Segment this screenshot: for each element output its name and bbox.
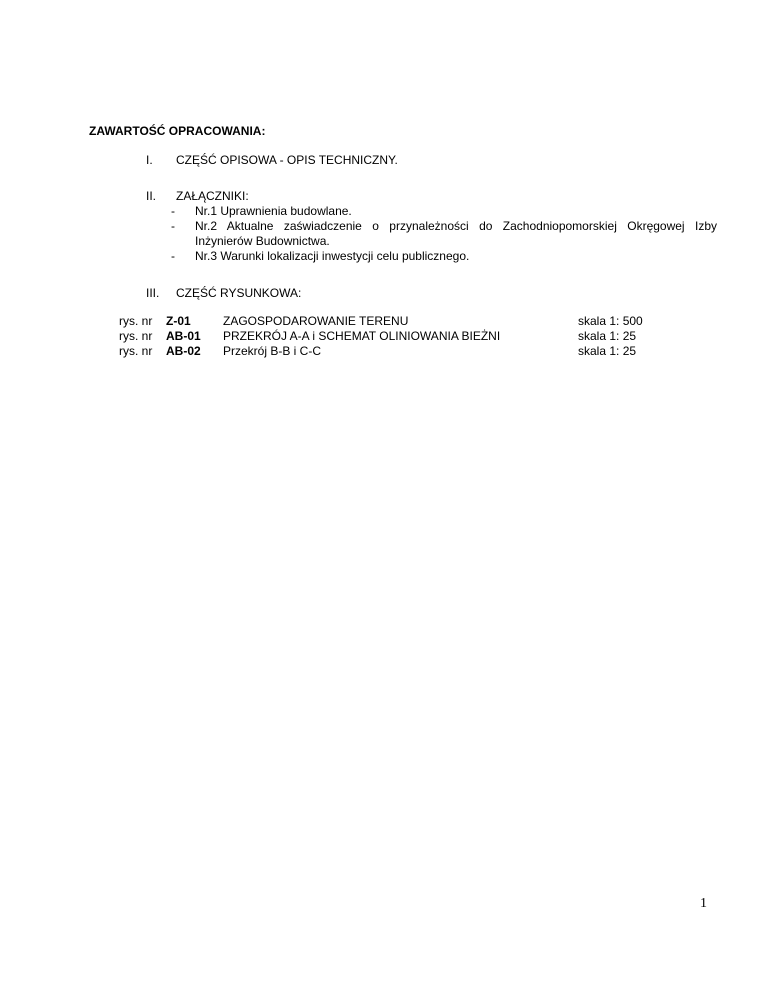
section-title: CZĘŚĆ RYSUNKOWA: xyxy=(176,286,302,300)
list-dash: - xyxy=(171,204,175,218)
drawing-scale: skala 1: 500 xyxy=(578,314,643,328)
attachment-text: Nr.2 Aktualne zaświadczenie o przynależności do Zachodniopomorskiej Okręgowej Izby xyxy=(195,219,717,233)
attachments-list xyxy=(171,204,717,264)
drawing-title: ZAGOSPODAROWANIE TERENU xyxy=(223,314,409,328)
list-item xyxy=(171,249,717,264)
drawing-prefix: rys. nr xyxy=(119,344,153,358)
list-item xyxy=(171,204,717,219)
drawing-prefix: rys. nr xyxy=(119,329,153,343)
section-title: CZĘŚĆ OPISOWA - OPIS TECHNICZNY. xyxy=(176,153,398,167)
attachment-text-continued: Inżynierów Budownictwa. xyxy=(195,234,330,248)
section-number: I. xyxy=(146,153,153,167)
drawing-code: AB-02 xyxy=(166,344,201,358)
document-heading: ZAWARTOŚĆ OPRACOWANIA: xyxy=(89,124,266,138)
drawing-row xyxy=(119,344,659,359)
drawing-row xyxy=(119,329,659,344)
list-dash: - xyxy=(171,249,175,263)
attachment-text: Nr.1 Uprawnienia budowlane. xyxy=(195,204,352,218)
drawing-scale: skala 1: 25 xyxy=(578,329,637,343)
section-title: ZAŁĄCZNIKI: xyxy=(176,189,249,203)
drawing-prefix: rys. nr xyxy=(119,314,153,328)
drawing-scale: skala 1: 25 xyxy=(578,344,637,358)
section-number: III. xyxy=(146,286,160,300)
page-number: 1 xyxy=(700,896,707,911)
drawing-code: Z-01 xyxy=(166,314,191,328)
drawing-title: PRZEKRÓJ A-A i SCHEMAT OLINIOWANIA BIEŻNI xyxy=(223,329,501,343)
list-item xyxy=(171,219,717,249)
drawing-code: AB-01 xyxy=(166,329,201,343)
list-dash: - xyxy=(171,219,175,233)
drawing-row xyxy=(119,314,659,329)
drawings-list xyxy=(119,314,659,359)
section-number: II. xyxy=(146,189,157,203)
attachment-text: Nr.3 Warunki lokalizacji inwestycji celu publicznego. xyxy=(195,249,470,263)
drawing-title: Przekrój B-B i C-C xyxy=(223,344,322,358)
